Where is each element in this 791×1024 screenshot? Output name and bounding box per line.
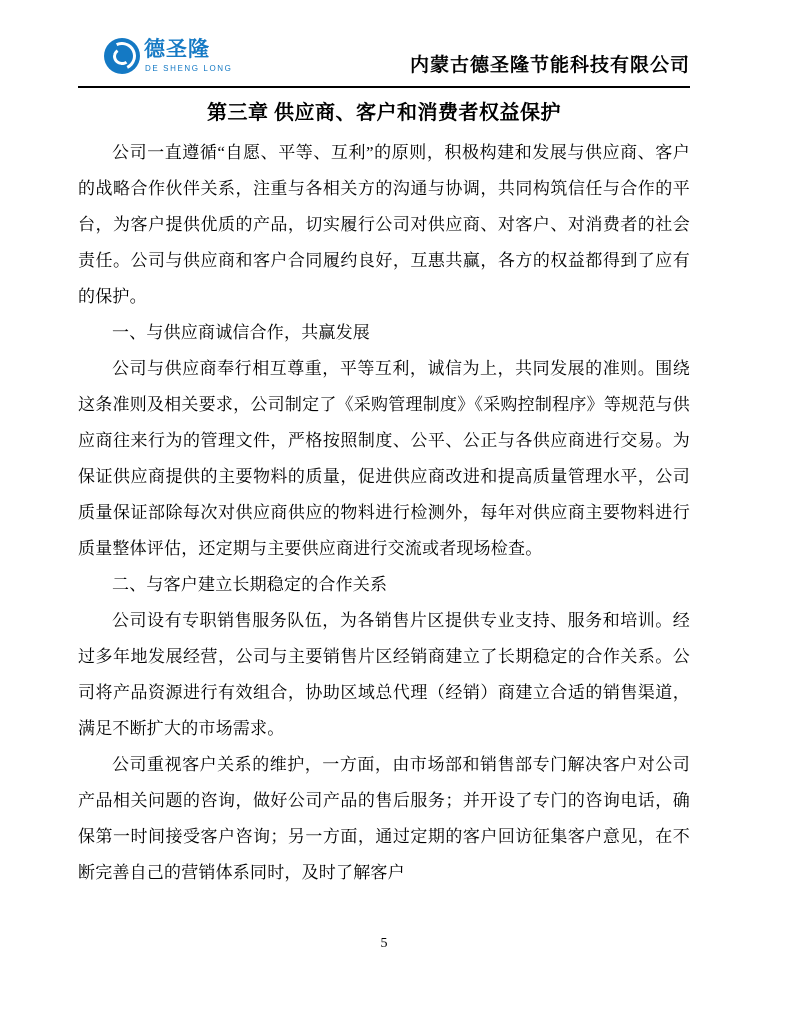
paragraph-5: 公司设有专职销售服务队伍，为各销售片区提供专业支持、服务和培训。经过多年地发展经营，公司与主要销售片区经销商建立了长期稳定的合作关系。公司将产品资源进行有效组合，协助区域总代理（经销）商建立合适的销售渠道，满足不断扩大的市场需求。 <box>78 611 690 738</box>
paragraph-1: 公司一直遵循“自愿、平等、互利”的原则，积极构建和发展与供应商、客户的战略合作伙伴关系，注重与各相关方的沟通与协调，共同构筑信任与合作的平台，为客户提供优质的产品，切实履行公司对供应商、对客户、对消费者的社会责任。公司与供应商和客户合同履约良好，互惠共赢，各方的权益都得到了应有的保护。 <box>78 143 690 306</box>
logo-swoosh-icon <box>112 47 133 67</box>
paragraph-2-heading-one: 一、与供应商诚信合作，共赢发展 <box>112 323 370 342</box>
paragraph-3: 公司与供应商奉行相互尊重，平等互利，诚信为上，共同发展的准则。围绕这条准则及相关要求，公司制定了《采购管理制度》《采购控制程序》等规范与供应商往来行为的管理文件，严格按照制度、公平、公正与各供应商进行交易。为保证供应商提供的主要物料的质量，促进供应商改进和提高质量管理水平，公司质量保证部除每次对供应商供应的物料进行检测外，每年对供应商主要物料进行质量整体评估，还定期与主要供应商进行交流或者现场检查。 <box>78 359 690 558</box>
logo-english-text: DE SHENG LONG <box>145 64 233 73</box>
logo-chinese-text: 德圣隆 <box>144 37 210 61</box>
page-number: 5 <box>380 936 388 951</box>
header-divider <box>78 86 690 88</box>
page-content-area <box>78 34 690 964</box>
chapter-title: 第三章 供应商、客户和消费者权益保护 <box>207 102 561 124</box>
paragraph-4-heading-two: 二、与客户建立长期稳定的合作关系 <box>112 575 388 594</box>
company-name: 内蒙古德圣隆节能科技有限公司 <box>409 55 690 76</box>
document-body <box>78 96 690 891</box>
logo-circle-icon <box>104 38 140 74</box>
paragraph-6: 公司重视客户关系的维护，一方面，由市场部和销售部专门解决客户对公司产品相关问题的咨询，做好公司产品的售后服务；并开设了专门的咨询电话，确保第一时间接受客户咨询；另一方面，通过定期的客户回访征集客户意见，在不断完善自己的营销体系同时，及时了解客户 <box>78 755 690 882</box>
page-header <box>78 34 690 80</box>
company-logo <box>104 36 239 80</box>
